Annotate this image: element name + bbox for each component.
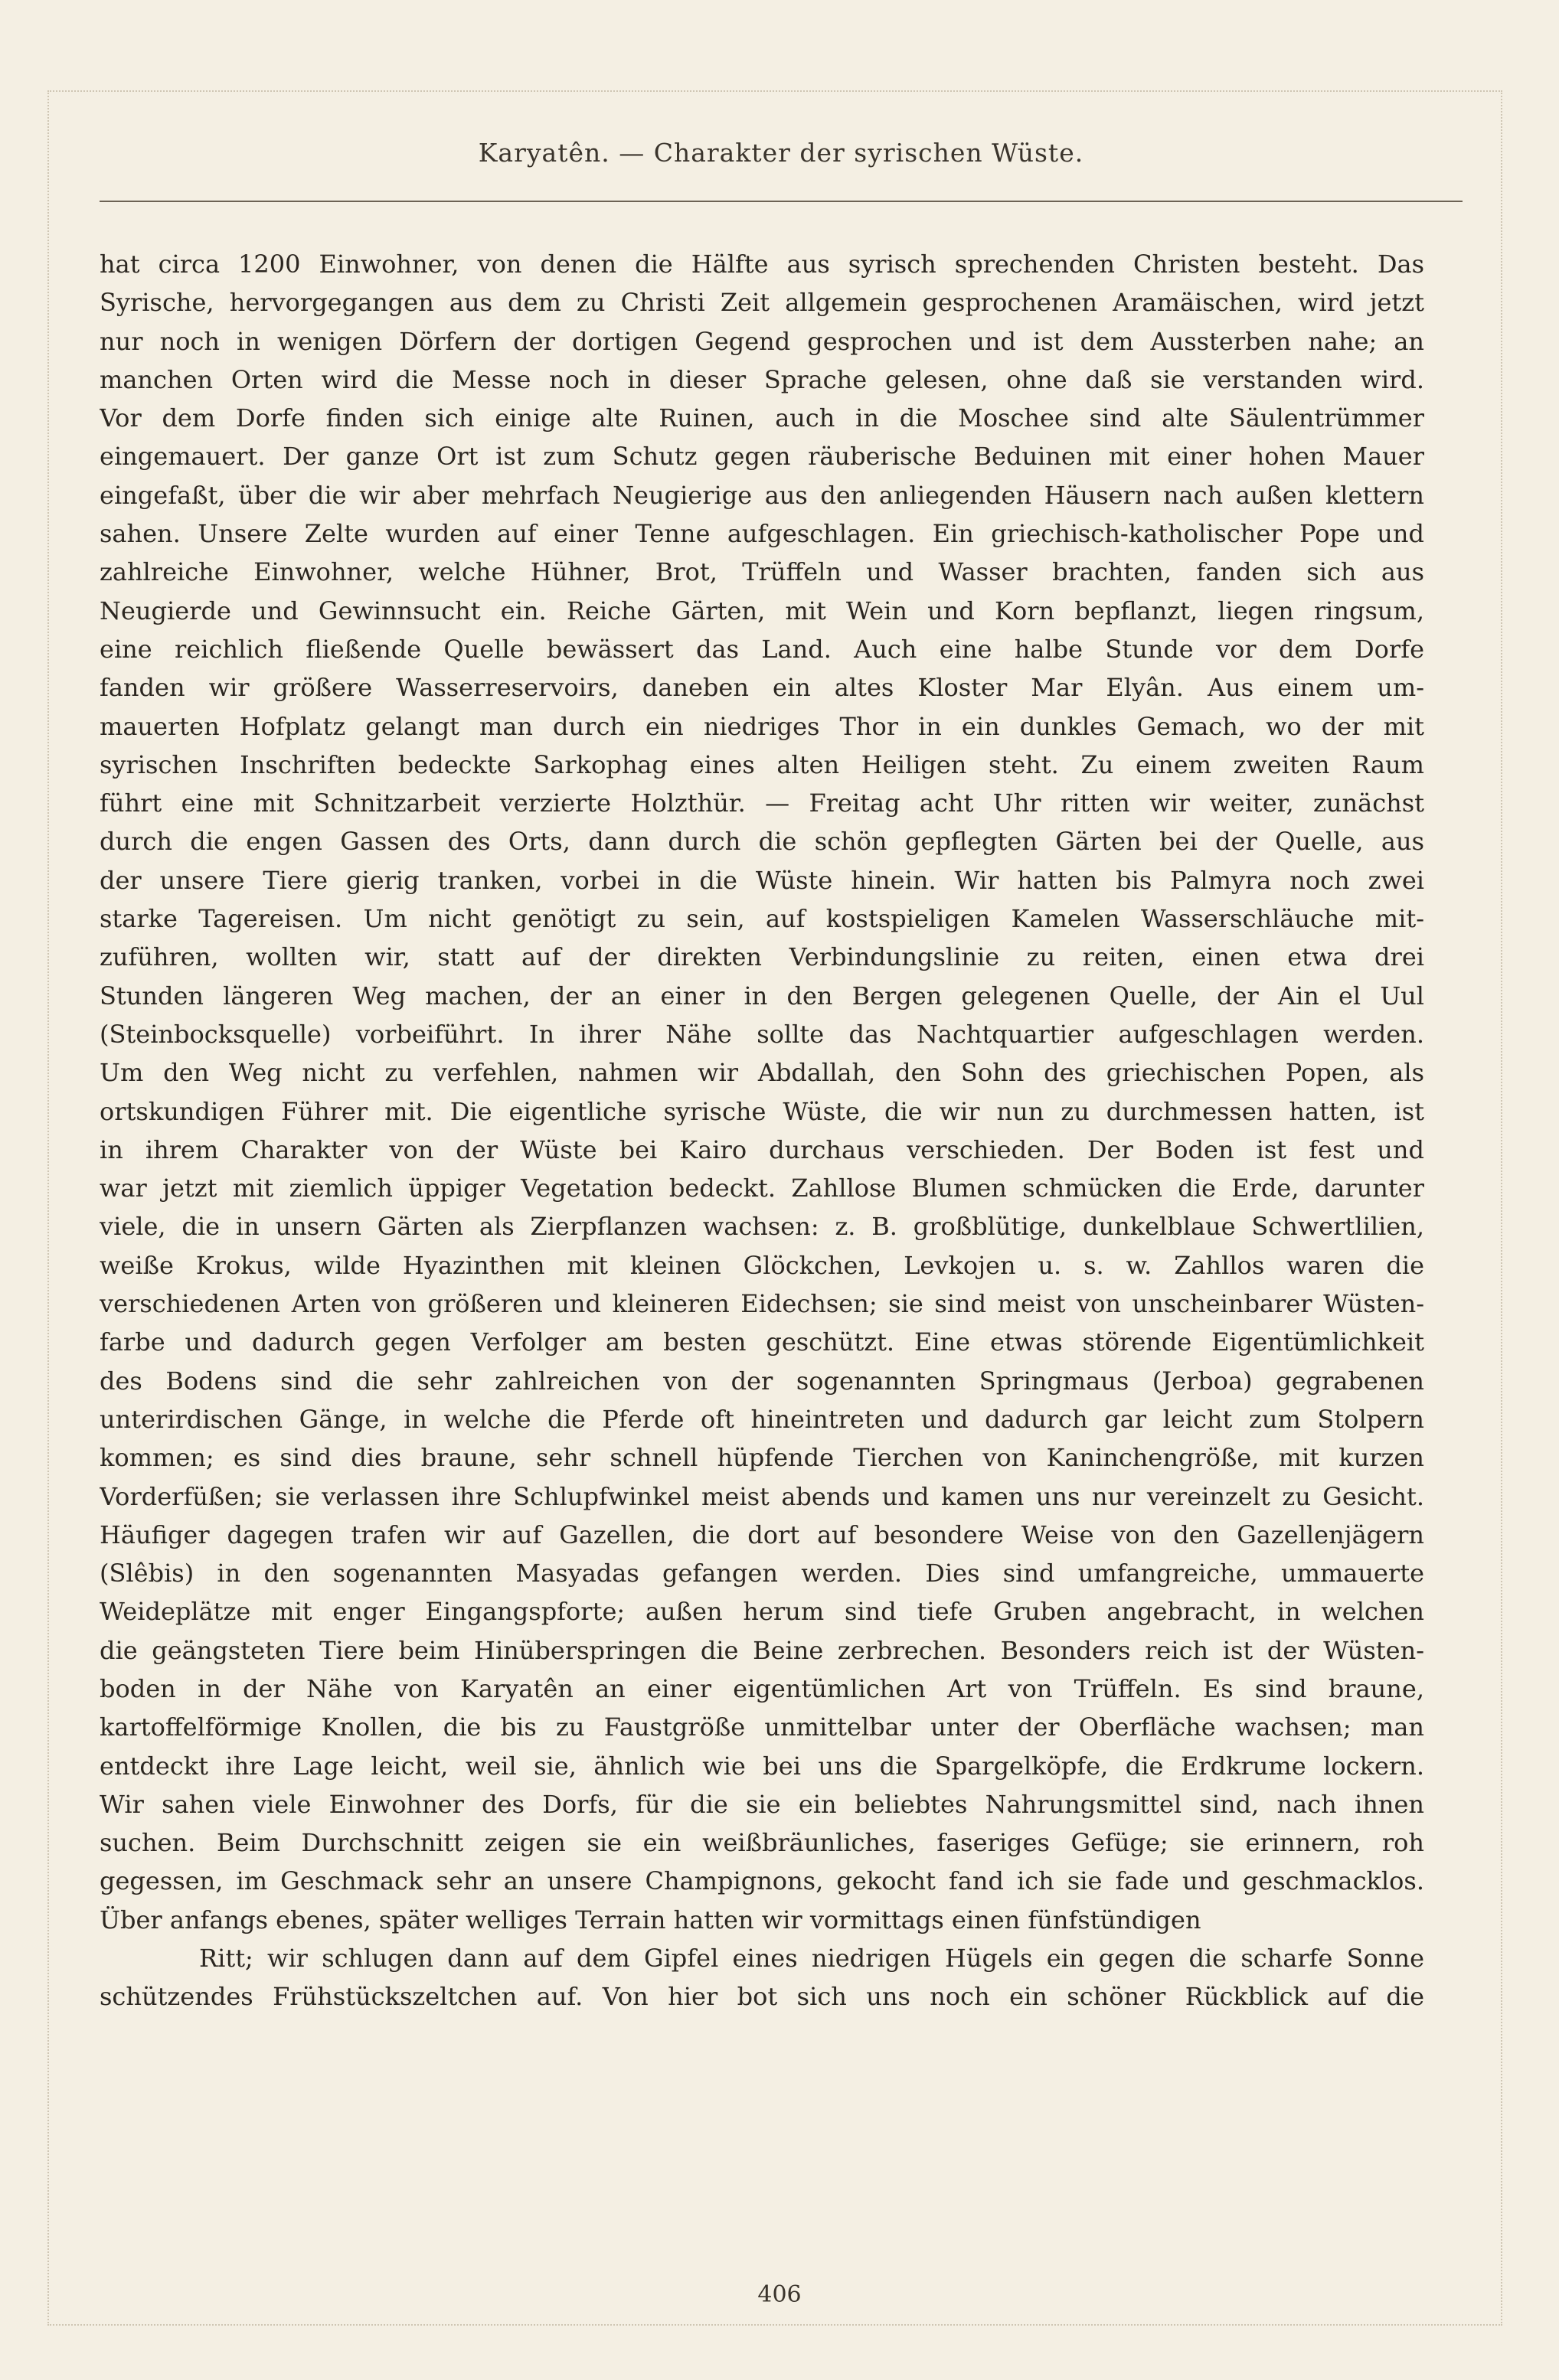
text-line: viele, die in unsern Gärten als Zierpflanzen wachsen: z. B. großblütige, dunkelblaue Schwertlilien, <box>100 1212 1424 1242</box>
text-line: des Bodens sind die sehr zahlreichen von der sogenannten Springmaus (Jerboa) gegrabenen <box>100 1366 1424 1396</box>
text-line: manchen Orten wird die Messe noch in dieser Sprache gelesen, ohne daß sie verstanden wird. <box>100 364 1424 394</box>
text-line: durch die engen Gassen des Orts, dann durch die schön gepflegten Gärten bei der Quelle, aus <box>100 827 1424 857</box>
text-line: sahen. Unsere Zelte wurden auf einer Tenne aufgeschlagen. Ein griechisch-katholischer Pope und <box>100 519 1424 549</box>
text-line: die geängsteten Tiere beim Hinüberspringen die Beine zerbrechen. Besonders reich ist der Wüsten- <box>100 1635 1424 1665</box>
text-line: (Steinbocksquelle) vorbeiführt. In ihrer Nähe sollte das Nachtquartier aufgeschlagen werden. <box>100 1019 1424 1049</box>
text-line: syrischen Inschriften bedeckte Sarkophag eines alten Heiligen steht. Zu einem zweiten Raum <box>100 749 1424 779</box>
text-line: farbe und dadurch gegen Verfolger am besten geschützt. Eine etwas störende Eigentümlichkeit <box>100 1327 1424 1357</box>
text-line: suchen. Beim Durchschnitt zeigen sie ein weißbräunliches, faseriges Gefüge; sie erinnern, roh <box>100 1828 1424 1858</box>
text-line: mauerten Hofplatz gelangt man durch ein niedriges Thor in ein dunkles Gemach, wo der mit <box>100 711 1424 741</box>
text-line: boden in der Nähe von Karyatên an einer eigentümlichen Art von Trüffeln. Es sind braune, <box>100 1673 1424 1703</box>
text-line: eine reichlich fließende Quelle bewässert das Land. Auch eine halbe Stunde vor dem Dorfe <box>100 634 1424 664</box>
text-line: zahlreiche Einwohner, welche Hühner, Brot, Trüffeln und Wasser brachten, fanden sich aus <box>100 557 1424 587</box>
body-text <box>100 245 1424 2055</box>
text-line: kommen; es sind dies braune, sehr schnell hüpfende Tierchen von Kaninchengröße, mit kurzen <box>100 1443 1424 1473</box>
text-line: starke Tagereisen. Um nicht genötigt zu sein, auf kostspieligen Kamelen Wasserschläuche mit- <box>100 904 1424 934</box>
text-line: weiße Krokus, wilde Hyazinthen mit kleinen Glöckchen, Levkojen u. s. w. Zahllos waren die <box>100 1250 1424 1280</box>
text-line: Weideplätze mit enger Eingangspforte; außen herum sind tiefe Gruben angebracht, in welchen <box>100 1597 1424 1627</box>
text-line: schützendes Frühstückszeltchen auf. Von hier bot sich uns noch ein schöner Rückblick auf die <box>100 1982 1424 2012</box>
text-line: Syrische, hervorgegangen aus dem zu Christi Zeit allgemein gesprochenen Aramäischen, wird jetzt <box>100 288 1424 318</box>
text-line: gegessen, im Geschmack sehr an unsere Champignons, gekocht fand ich sie fade und geschmacklos. <box>100 1866 1424 1896</box>
text-line: zuführen, wollten wir, statt auf der direkten Verbindungslinie zu reiten, einen etwa drei <box>100 942 1424 972</box>
text-line <box>100 2016 1424 2055</box>
text-line: Vorderfüßen; sie verlassen ihre Schlupfwinkel meist abends und kamen uns nur vereinzelt zu Gesicht. <box>100 1481 1424 1511</box>
text-line: Über anfangs ebenes, später welliges Terrain hatten wir vormittags einen fünfstündigen <box>100 1905 1201 1934</box>
text-line: Häufiger dagegen trafen wir auf Gazellen, die dort auf besondere Weise von den Gazellenjägern <box>100 1520 1424 1549</box>
text-line: führt eine mit Schnitzarbeit verzierte Holzthür. — Freitag acht Uhr ritten wir weiter, zunächst <box>100 788 1424 818</box>
text-line: ortskundigen Führer mit. Die eigentliche syrische Wüste, die wir nun zu durchmessen hatten, ist <box>100 1096 1424 1126</box>
text-line: kartoffelförmige Knollen, die bis zu Faustgröße unmittelbar unter der Oberfläche wachsen; man <box>100 1712 1424 1742</box>
text-line: eingemauert. Der ganze Ort ist zum Schutz gegen räuberische Beduinen mit einer hohen Mauer <box>100 442 1424 472</box>
page-number: 406 <box>757 2281 802 2308</box>
text-line: nur noch in wenigen Dörfern der dortigen Gegend gesprochen und ist dem Aussterben nahe; an <box>100 326 1424 356</box>
text-line: fanden wir größere Wasserreservoirs, daneben ein altes Kloster Mar Elyân. Aus einem um- <box>100 673 1424 703</box>
text-line: hat circa 1200 Einwohner, von denen die Hälfte aus syrisch sprechenden Christen besteht. Das <box>100 250 1424 279</box>
text-line: (Slêbis) in den sogenannten Masyadas gefangen werden. Dies sind umfangreiche, ummauerte <box>100 1559 1424 1588</box>
text-line: verschiedenen Arten von größeren und kleineren Eidechsen; sie sind meist von unscheinbarer Wüsten- <box>100 1289 1424 1319</box>
text-line: Neugierde und Gewinnsucht ein. Reiche Gärten, mit Wein und Korn bepflanzt, liegen ringsum, <box>100 596 1424 625</box>
text-line: eingefaßt, über die wir aber mehrfach Neugierige aus den anliegenden Häusern nach außen klettern <box>100 480 1424 510</box>
text-line: entdeckt ihre Lage leicht, weil sie, ähnlich wie bei uns die Spargelköpfe, die Erdkrume lockern. <box>100 1751 1424 1781</box>
text-line: der unsere Tiere gierig tranken, vorbei in die Wüste hinein. Wir hatten bis Palmyra noch zwei <box>100 865 1424 895</box>
text-line: Um den Weg nicht zu verfehlen, nahmen wir Abdallah, den Sohn des griechischen Popen, als <box>100 1058 1424 1088</box>
text-line: Ritt; wir schlugen dann auf dem Gipfel eines niedrigen Hügels ein gegen die scharfe Sonne <box>199 1944 1424 1974</box>
text-line: Vor dem Dorfe finden sich einige alte Ruinen, auch in die Moschee sind alte Säulentrümmer <box>100 403 1424 433</box>
text-line: unterirdischen Gänge, in welche die Pferde oft hineintreten und dadurch gar leicht zum Stolpern <box>100 1404 1424 1434</box>
text-line: Stunden längeren Weg machen, der an einer in den Bergen gelegenen Quelle, der Ain el Uul <box>100 981 1424 1010</box>
text-line: war jetzt mit ziemlich üppiger Vegetation bedeckt. Zahllose Blumen schmücken die Erde, darunter <box>100 1174 1424 1203</box>
running-header: Karyatên. — Charakter der syrischen Wüste. <box>478 138 1084 168</box>
text-line: in ihrem Charakter von der Wüste bei Kairo durchaus verschieden. Der Boden ist fest und <box>100 1134 1424 1164</box>
text-line: Wir sahen viele Einwohner des Dorfs, für die sie ein beliebtes Nahrungsmittel sind, nach ihnen <box>100 1789 1424 1819</box>
header-rule <box>100 201 1463 202</box>
